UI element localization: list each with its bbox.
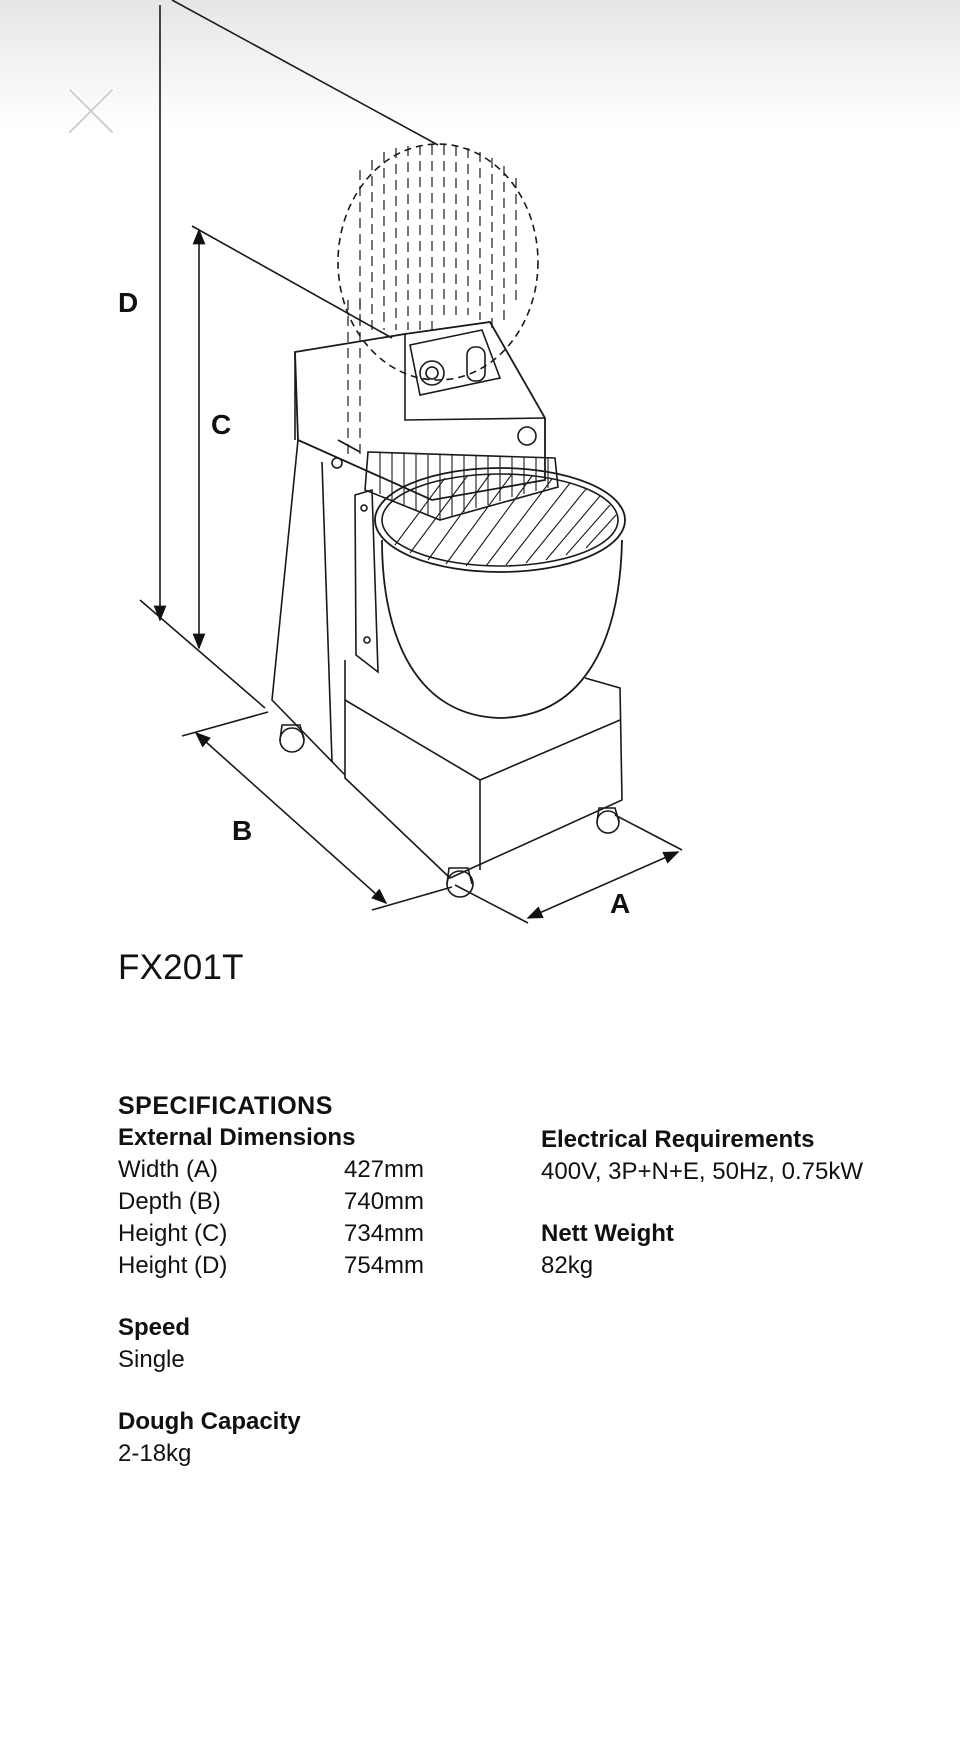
- dimension-label-c: C: [211, 409, 232, 440]
- dimension-label: Depth (B): [118, 1188, 221, 1215]
- dimension-row: [118, 1154, 478, 1186]
- close-button[interactable]: [62, 82, 120, 140]
- speed-block: [118, 1312, 478, 1376]
- dimension-label: Height (C): [118, 1220, 228, 1247]
- dimension-label: Height (D): [118, 1252, 228, 1279]
- electrical-heading: Electrical Requirements: [541, 1126, 815, 1153]
- dimension-row: [118, 1218, 478, 1250]
- dimension-label: Width (A): [118, 1156, 219, 1183]
- dimension-value: 740mm: [344, 1188, 425, 1215]
- specs-left-column: [118, 1090, 478, 1470]
- electrical-block: [541, 1124, 941, 1188]
- dough-capacity-value: 2-18kg: [118, 1440, 192, 1467]
- nett-weight-value: 82kg: [541, 1252, 594, 1279]
- nett-weight-heading: Nett Weight: [541, 1220, 674, 1247]
- speed-heading: Speed: [118, 1314, 191, 1341]
- dimension-value: 427mm: [344, 1156, 425, 1183]
- external-dimensions-heading: External Dimensions: [118, 1124, 356, 1151]
- dimension-value: 754mm: [344, 1252, 425, 1279]
- dough-capacity-heading: Dough Capacity: [118, 1408, 301, 1435]
- dimension-value: 734mm: [344, 1220, 425, 1247]
- dimension-label-a: A: [610, 888, 631, 919]
- dimension-row: [118, 1250, 478, 1282]
- dimension-label-b: B: [232, 815, 253, 846]
- specs-right-column: [541, 1124, 941, 1282]
- dough-capacity-block: [118, 1406, 478, 1470]
- close-icon: [62, 82, 120, 140]
- specs-title: SPECIFICATIONS: [118, 1092, 333, 1120]
- nett-weight-block: [541, 1218, 941, 1282]
- speed-value: Single: [118, 1346, 185, 1373]
- dimension-label-d: D: [118, 287, 139, 318]
- dimension-row: [118, 1186, 478, 1218]
- model-number: FX201T: [118, 948, 244, 987]
- electrical-value: 400V, 3P+N+E, 50Hz, 0.75kW: [541, 1158, 863, 1185]
